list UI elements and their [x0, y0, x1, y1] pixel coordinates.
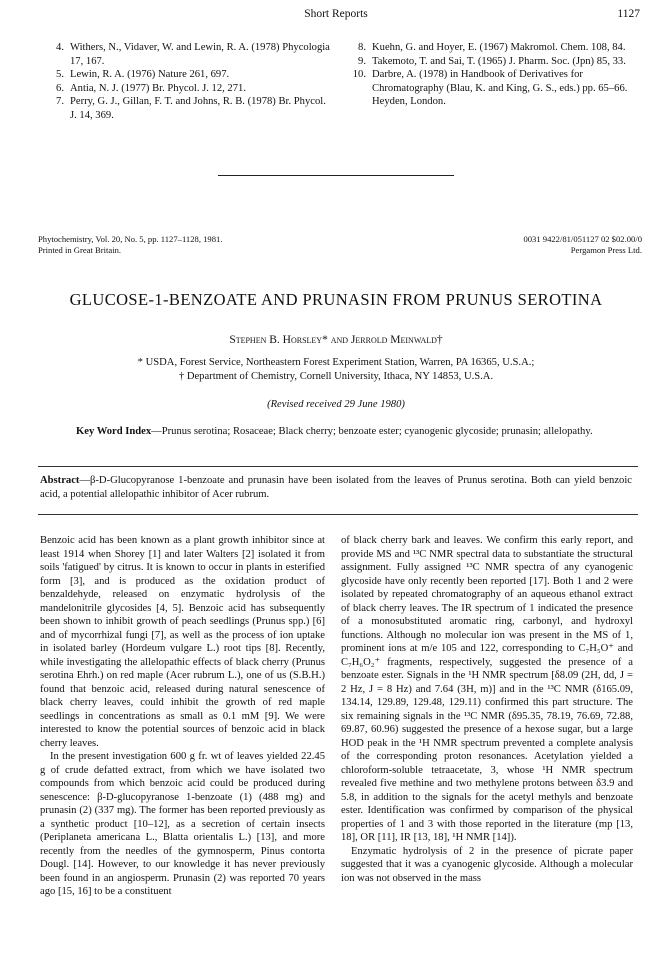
reference-item: 7. Perry, G. J., Gillan, F. T. and Johns, R. B. (1978) Br. Phycol. J. 14, 369.	[56, 96, 326, 121]
reference-item: 9. Takemoto, T. and Sai, T. (1965) J. Pharm. Soc. (Jpn) 85, 33.	[358, 55, 626, 67]
reference-item: 4. Withers, N., Vidaver, W. and Lewin, R. A. (1978) Phycologia 17, 167.	[56, 42, 330, 67]
affiliation-1: * USDA, Forest Service, Northeastern Forest Experiment Station, Warren, PA 16365, U.S.A.;	[137, 357, 535, 368]
page-number: 1127	[617, 8, 640, 20]
affiliations	[0, 356, 672, 383]
reference-item: 8. Kuehn, G. and Hoyer, E. (1967) Makromol. Chem. 108, 84.	[358, 42, 626, 53]
abstract-text: —β-D-Glucopyranose 1-benzoate and prunasin have been isolated from the leaves of Prunus serotina. Both can yield benzoic acid, a potential allelopathic inhibitor of Acer rubrum.	[40, 475, 632, 500]
keywords-text: —Prunus serotina; Rosaceae; Black cherry; benzoate ester; cyanogenic glycoside; prunasin; allelopathy.	[151, 426, 593, 437]
body-paragraph: In the present investigation 600 g fr. wt of leaves yielded 22.45 g of crude defatted extract, from which we have isolated two compounds from which benzoic acid could be produced during senescence: β-D-glucopyranose 1-benzoate (1) (488 mg) and prunasin (2) (337 mg). The former has been reported previously as a synthetic product [10–12], as a secretion of certain insects (Periplaneta americana L., Blatta orientalis L.) [13], and more recently from the needles of the gymnosperm, Pinus contorta Dougl. [14]. However, to our knowledge it has never previously been found in an angiosperm. Prunasin (2) was reported 70 years ago [15, 16] to be a constituent	[40, 751, 325, 897]
reference-item: 6. Antia, N. J. (1977) Br. Phycol. J. 12, 271.	[56, 82, 246, 94]
abstract-label: Abstract	[40, 475, 80, 486]
journal-citation: Phytochemistry, Vol. 20, No. 5, pp. 1127–1128, 1981.	[38, 234, 223, 244]
references-right	[342, 41, 642, 109]
reference-item: 5. Lewin, R. A. (1976) Nature 261, 697.	[56, 69, 230, 81]
body-paragraph: Benzoic acid has been known as a plant growth inhibitor since at least 1914 when Shorey [1] and later Walters [2] isolated it from soils 'fatigued' by citrus. It is known to occur in plants in esterified form [3], and is produced as the oxidation product of benzaldehyde, released on enzymatic hydrolysis of the mandelonitrile glycosides [4, 5]. Benzoic acid has subsequently been shown to inhibit growth of peach seedlings (Prunus spp.) [6] and of mycorrhizal fungi [7], as well as the process of ion uptake in isolated barley (Hordeum vulgare L.) root tips [8]. Recently, while investigating the allelopathic effects of black cherry (Prunus serotina Ehrh.) on red maple (Acer rubrum L.), one of us (S.B.H.) found that benzoic acid, released during natural senescence of black cherry leaves, could inhibit the growth of red maple seedlings in concentrations as small as 0.1 mM [9]. We were interested to know the potential sources of benzoic acid in black cherry leaves.	[40, 535, 325, 749]
body-column-left	[40, 534, 325, 899]
journal-info	[38, 234, 222, 255]
authors: Stephen B. Horsley* and Jerrold Meinwald†	[229, 334, 443, 346]
copyright-info	[523, 234, 642, 255]
article-code: 0031 9422/81/051127 02 $02.00/0	[523, 234, 642, 244]
abstract	[40, 474, 632, 501]
section-divider	[218, 175, 454, 176]
revised-date: (Revised received 29 June 1980)	[267, 399, 405, 410]
running-header: Short Reports	[304, 8, 368, 20]
publisher: Pergamon Press Ltd.	[570, 244, 642, 255]
abstract-bottom-rule	[38, 514, 638, 515]
article-title: GLUCOSE-1-BENZOATE AND PRUNASIN FROM PRUNUS SEROTINA	[69, 290, 603, 309]
affiliation-2: † Department of Chemistry, Cornell University, Ithaca, NY 14853, U.S.A.	[178, 370, 494, 382]
references-left	[40, 41, 330, 123]
abstract-top-rule	[38, 466, 638, 467]
keywords	[76, 425, 596, 439]
body-column-right	[341, 534, 633, 885]
keywords-label: Key Word Index	[76, 426, 152, 437]
body-paragraph: Enzymatic hydrolysis of 2 in the presence of picrate paper suggested that it was a cyanogenic glycoside. Although a molecular ion was not observed in the mass	[341, 845, 633, 884]
printed-in: Printed in Great Britain.	[38, 244, 122, 255]
reference-item: 10. Darbre, A. (1978) in Handbook of Derivatives for Chromatography (Blau, K. and King, G. S., eds.) pp. 65–66. Heyden, London.	[352, 69, 628, 108]
body-paragraph: of black cherry bark and leaves. We confirm this early report, and provide MS and ¹³C NMR spectral data to substantiate the structural assignment. Fully assigned ¹³C NMR spectra of any cyanogenic glycoside have only recently been reported [17]. Both 1 and 2 were isolated by repeated chromatography of an aqueous ethanol extract of black cherry leaves. The IR spectrum of 1 indicated the presence of a monosubstituted aromatic ring, carbonyl, and hydroxyl functions. Although no molecular ion was present in the MS of 1, prominent ions at m/e 105 and 122, corresponding to C₇H₅O⁺ and C₇H₆O₂⁺ fragments, respectively, suggested the presence of a benzoate ester. Signals in the ¹H NMR spectrum [δ8.09 (2H, dd, J = 2 Hz, J = 8 Hz) and 7.64 (3H, m)] and in the ¹³C NMR (δ165.09, 134.14, 129.89, 129.48, 129.11) confirmed this part structure. The six remaining signals in the ¹³C NMR (δ95.35, 78.19, 76.69, 72.88, 69.87, 60.96) suggested the presence of a hexose sugar, but a large HOD peak in the ¹H NMR spectrum prevented a complete analysis of the corresponding proton resonances. Acetylation yielded a chloroform-soluble tetraacetate, 3, whose ¹H NMR spectrum revealed five methine and two methylene protons between δ3.9 and 5.8, in addition to the signals for the acetyl methyls and benzoate ester. Identification was confirmed by comparison of the physical properties of 1 and 3 with those reported in the literature (mp [13, 18], OR [11], IR [13, 18], ¹H NMR [14]).	[341, 535, 633, 843]
